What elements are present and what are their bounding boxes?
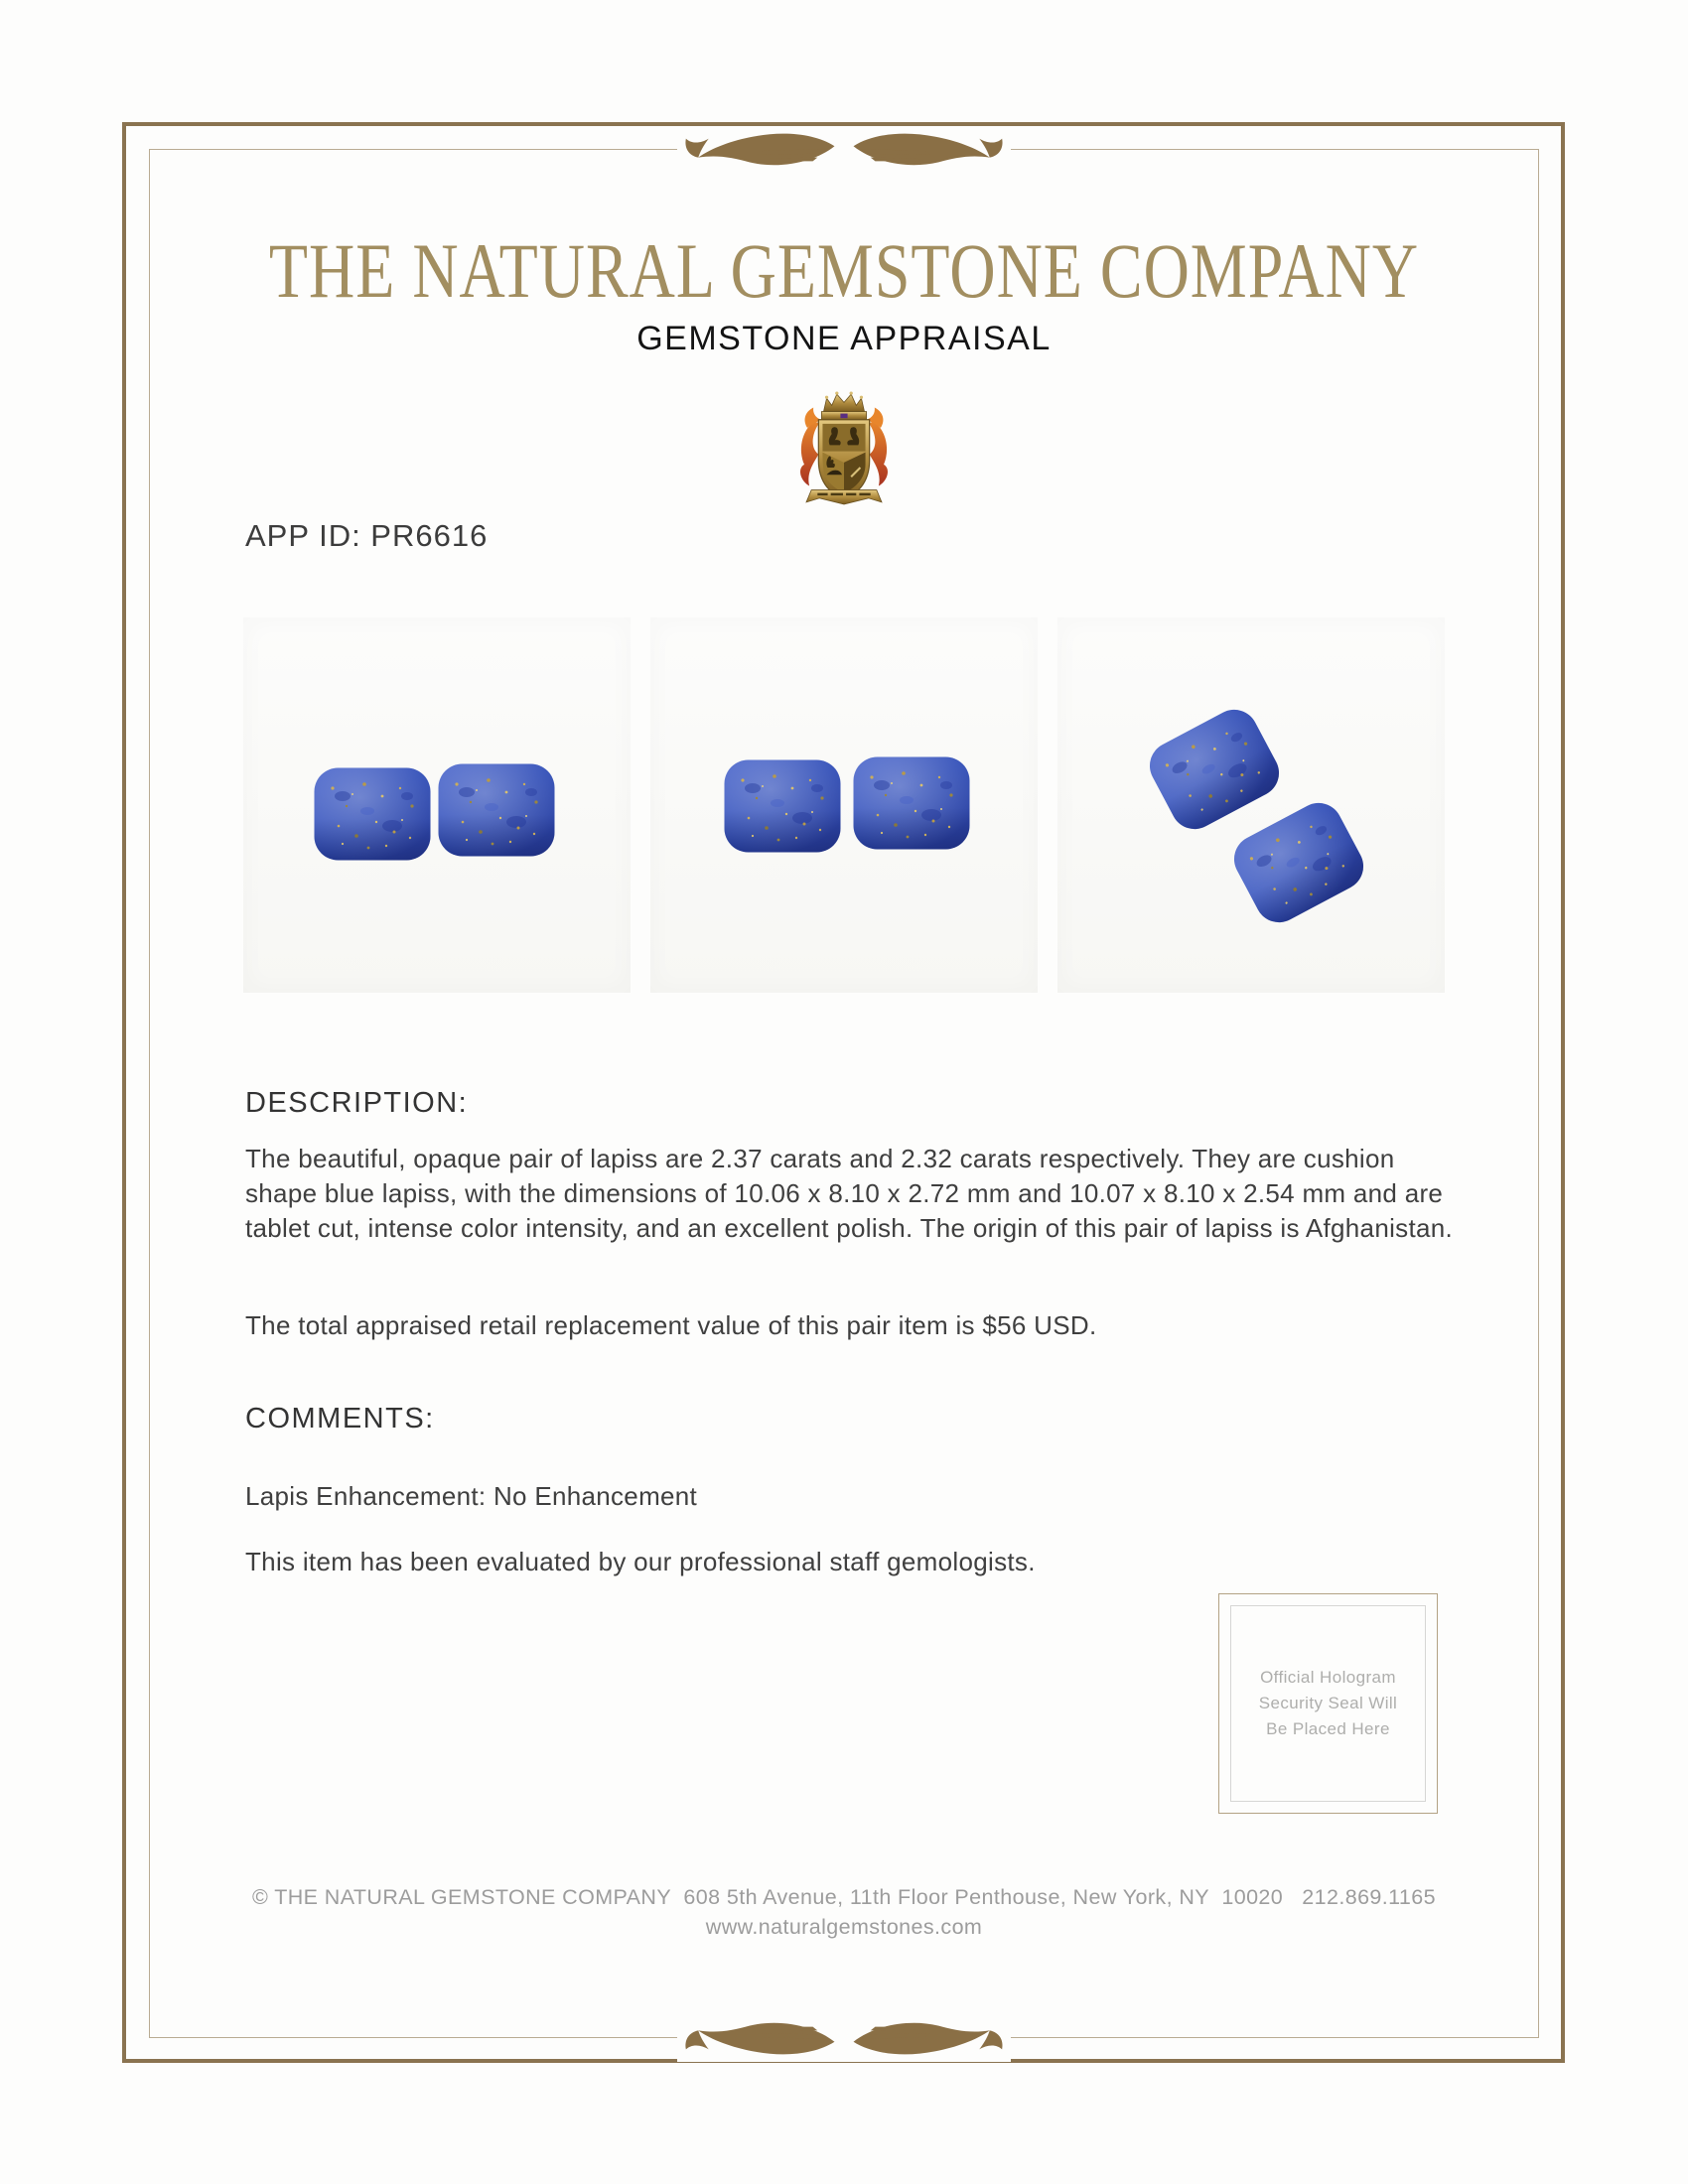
app-id xyxy=(245,518,488,554)
gem-photo-1 xyxy=(243,617,631,993)
hologram-seal-inner-frame xyxy=(1230,1605,1426,1802)
description-paragraph: The beautiful, opaque pair of lapiss are 2.37 carats and 2.32 carats respectively. They are cushion shape blue lapiss, with the dimensions of 10.06 x 8.10 x 2.72 mm and 10.07 x 8.10 x 2.54 mm and are tablet cut, intense color intensity, and an excellent polish. The origin of this pair of lapiss is Afghanistan. xyxy=(245,1144,1454,1243)
gem-photos-row xyxy=(243,617,1445,993)
hologram-text-line2: Security Seal Will xyxy=(1258,1694,1398,1712)
enhancement-line: Lapis Enhancement: No Enhancement xyxy=(245,1481,698,1511)
gem-photo-2 xyxy=(650,617,1038,993)
top-flourish-ornament xyxy=(677,126,1011,174)
comments-heading: COMMENTS: xyxy=(245,1403,435,1434)
footer-address-line: © THE NATURAL GEMSTONE COMPANY 608 5th Avenue, 11th Floor Penthouse, New York, NY 10020 212.869.1165 xyxy=(252,1885,1436,1909)
bottom-flourish-ornament xyxy=(677,2014,1011,2062)
footer-website-link[interactable]: www.naturalgemstones.com xyxy=(705,1915,983,1939)
gem-photo-3 xyxy=(1057,617,1445,993)
hologram-text-line3: Be Placed Here xyxy=(1266,1719,1390,1738)
app-id-text: APP ID: PR6616 xyxy=(245,518,489,553)
document-title: GEMSTONE APPRAISAL xyxy=(636,320,1052,357)
hologram-text-line1: Official Hologram xyxy=(1260,1668,1396,1687)
company-crest-icon xyxy=(792,389,896,506)
appraised-value-line: The total appraised retail replacement value of this pair item is $56 USD. xyxy=(245,1310,1097,1340)
company-title: THE NATURAL GEMSTONE COMPANY xyxy=(268,227,1420,314)
description-heading: DESCRIPTION: xyxy=(245,1087,469,1119)
hologram-seal-placeholder xyxy=(1218,1593,1438,1814)
evaluated-line: This item has been evaluated by our professional staff gemologists. xyxy=(245,1547,1036,1576)
